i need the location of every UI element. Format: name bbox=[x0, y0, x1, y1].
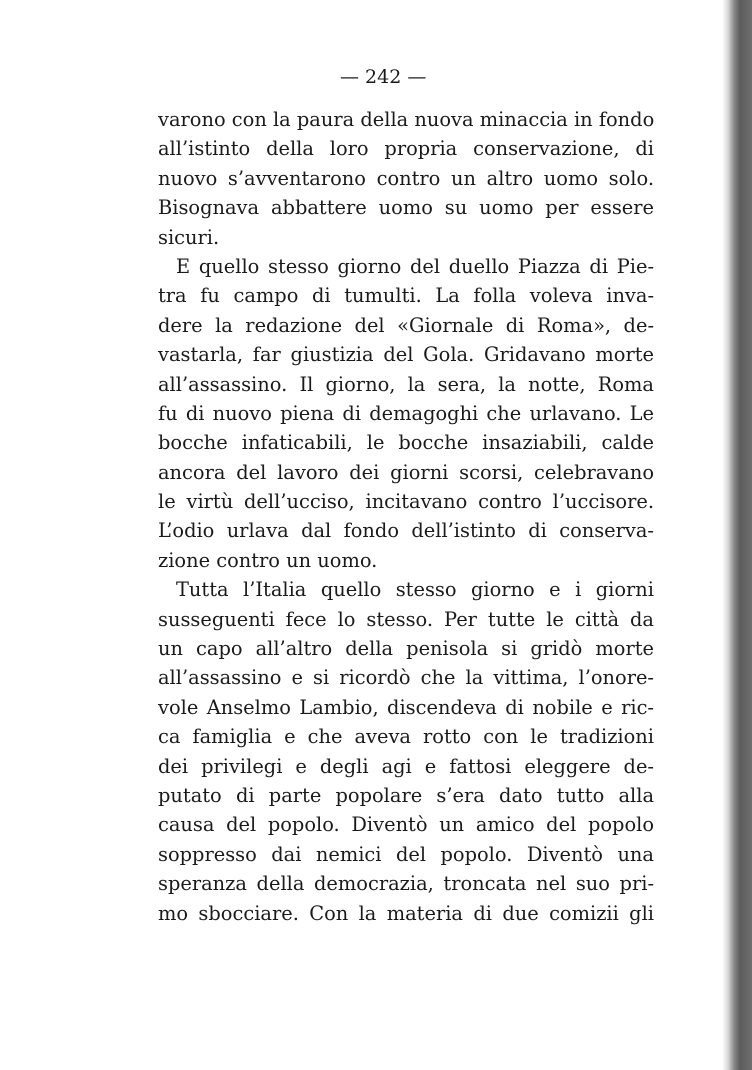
text-line: speranza della democrazia, troncata nel suo pri- bbox=[158, 872, 654, 896]
text-line: bocche infaticabili, le bocche insaziabili, calde bbox=[158, 431, 654, 455]
text-line: causa del popolo. Diventò un amico del popolo bbox=[158, 813, 654, 837]
text-line: dere la redazione del «Giornale di Roma», de- bbox=[158, 313, 654, 337]
text-line: varono con la paura della nuova minaccia in fondo bbox=[158, 108, 655, 131]
text-line: Tutta l’Italia quello stesso giorno e i giorni bbox=[176, 578, 654, 602]
text-line: fu di nuovo piena di demagoghi che urlavano. Le bbox=[158, 401, 654, 425]
text-line: sicuri. bbox=[158, 225, 220, 249]
text-line: ca famiglia e che aveva rotto con le tradizioni bbox=[158, 725, 654, 749]
text-line: un capo all’altro della penisola si gridò morte bbox=[158, 637, 654, 661]
text-line: dei privilegi e degli agi e fattosi eleggere de- bbox=[158, 754, 654, 778]
text-line: mo sbocciare. Con la materia di due comizii gli bbox=[158, 901, 654, 925]
text-line: le virtù dell’ucciso, incitavano contro l’uccisore. bbox=[158, 490, 654, 514]
text-line: susseguenti fece lo stesso. Per tutte le città da bbox=[158, 607, 654, 631]
text-line: all’istinto della loro propria conservazione, di bbox=[158, 137, 654, 161]
text-line: zione contro un uomo. bbox=[158, 548, 378, 572]
text-line: soppresso dai nemici del popolo. Diventò una bbox=[158, 842, 654, 866]
text-line: ancora del lavoro dei giorni scorsi, celebravano bbox=[158, 460, 654, 484]
paragraph-2 bbox=[158, 252, 654, 575]
paragraph-3 bbox=[158, 575, 654, 928]
text-line: E quello stesso giorno del duello Piazza di Pie- bbox=[176, 254, 654, 278]
text-line: vastarla, far giustizia del Gola. Gridavano morte bbox=[158, 343, 654, 367]
text-line: all’assassino. Il giorno, la sera, la notte, Roma bbox=[158, 372, 654, 396]
text-line: all’assassino e si ricordò che la vittima, l’onore- bbox=[158, 666, 654, 690]
text-line: tra fu campo di tumulti. La folla voleva inva- bbox=[158, 284, 654, 308]
page-edge-shadow bbox=[722, 0, 752, 1070]
text-line: vole Anselmo Lambio, discendeva di nobile e ric- bbox=[158, 695, 654, 719]
body-text bbox=[158, 105, 654, 928]
text-line: L’odio urlava dal fondo dell’istinto di conserva- bbox=[158, 519, 654, 543]
text-line: nuovo s’avventarono contro un altro uomo solo. bbox=[158, 166, 654, 190]
page-number: — 242 — bbox=[340, 66, 427, 88]
text-line: Bisognava abbattere uomo su uomo per essere bbox=[158, 196, 654, 220]
text-line: putato di parte popolare s’era dato tutto alla bbox=[158, 783, 654, 807]
paragraph-1 bbox=[158, 105, 654, 252]
